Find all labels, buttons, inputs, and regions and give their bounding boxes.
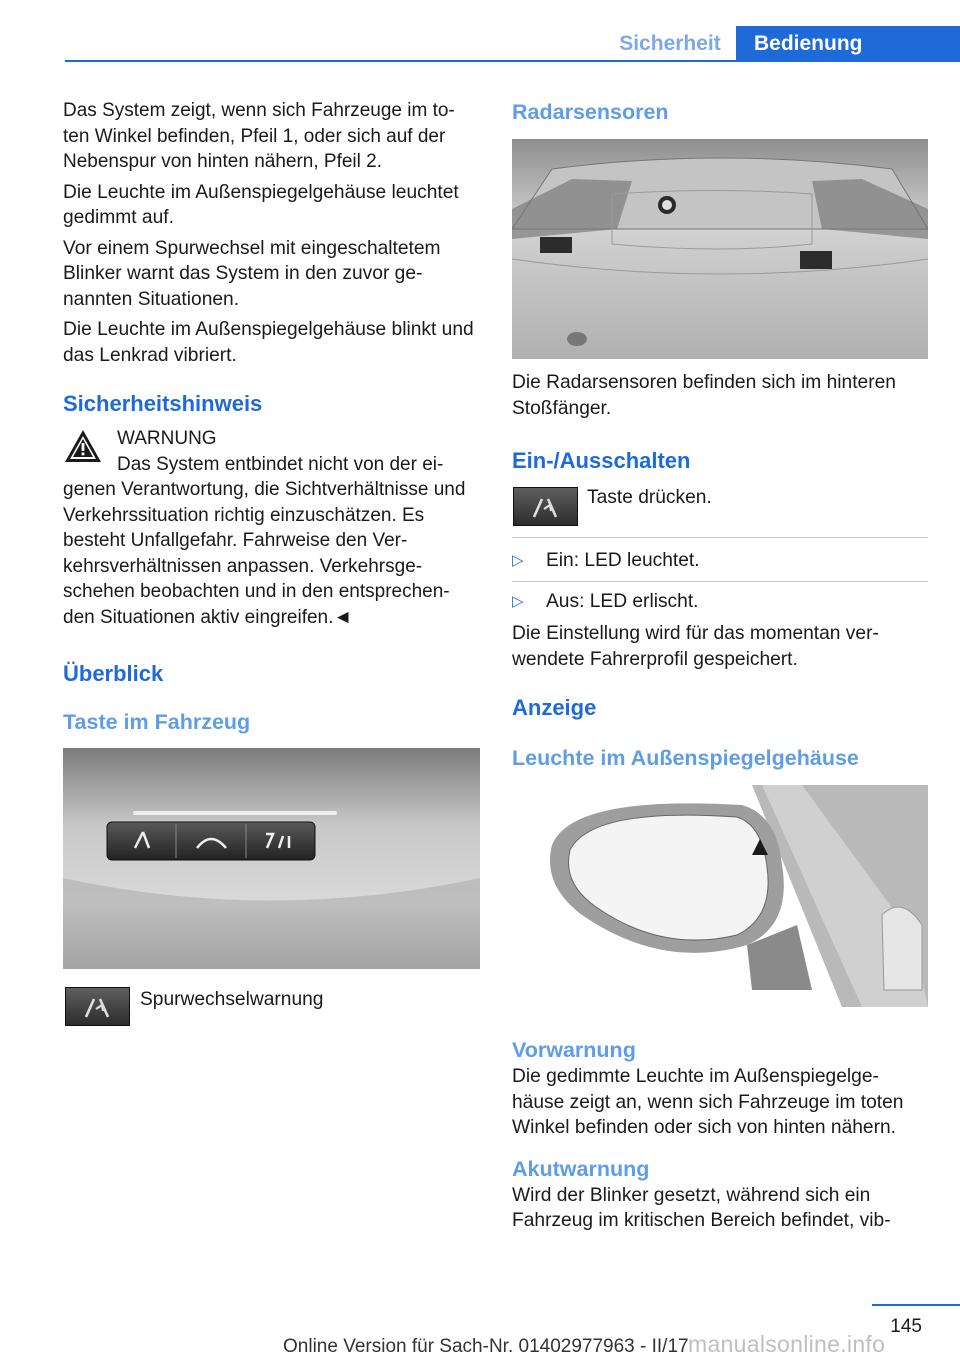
radar-text: Die Radarsensoren befinden sich im hinteren Stoßfänger. [512,372,896,419]
warning-text: genen Verantwortung, die Sichtverhältnisse und Verkehrssituation richtig einzuschätzen. Es besteht Unfallgefahr. Fahrweise den Ver-kehrsverhältnissen anpassen. Verkehrsge-schehen beobachten und in den entsprechen-den Situationen aktiv eingreifen.◄ [63,479,466,628]
warning-label: WARNUNG [117,428,217,449]
warning-triangle-icon [63,428,103,464]
divider [512,537,928,538]
footer-rule [872,1304,960,1306]
radar-heading: Radarsensoren [512,100,669,124]
header-rule [65,60,960,62]
warning-block [63,426,481,477]
mirror-photo [512,785,928,1007]
warning-first-line: Das System entbindet nicht von der ei- [117,453,444,475]
radar-sensor-photo [512,139,928,359]
overview-heading: Überblick [63,661,164,686]
list-item: ▷ Ein: LED leuchtet. [512,548,928,574]
acute-heading: Akutwarnung [512,1156,650,1181]
paragraph-lane-change: Vor einem Spurwechsel mit eingeschaltetem Blinker warnt das System in den zuvor ge-nannten Situationen. [63,237,441,310]
left-column [63,98,481,1031]
tab-bedienung[interactable]: Bedienung [736,26,960,62]
list-item: ▷ Aus: LED erlischt. [512,589,928,615]
acute-text: Wird der Blinker gesetzt, während sich ein Fahrzeug im kritischen Bereich befindet, vib- [512,1184,891,1231]
tab-sicherheit[interactable]: Sicherheit [619,32,721,55]
mirror-heading: Leuchte im Außenspiegelgehäuse [512,746,859,770]
lane-change-button-icon [65,987,130,1026]
button-caption: Spurwechselwarnung [140,989,324,1010]
press-button-row [512,483,928,527]
paragraph-light-blinks: Die Leuchte im Außenspiegelgehäuse blinkt und das Lenkrad vibriert. [63,319,474,366]
press-text: Taste drücken. [587,487,712,508]
right-column [512,98,928,1239]
profile-text: Die Einstellung wird für das momentan ver-wendete Fahrerprofil gespeichert. [512,623,879,670]
triangle-bullet-icon: ▷ [512,592,524,610]
paragraph-blind-spot: Das System zeigt, wenn sich Fahrzeuge im to-ten Winkel befinden, Pfeil 1, oder sich auf der Nebenspur von hinten nähern, Pfeil 2. [63,100,455,172]
divider [512,581,928,582]
watermark: manualsonline.info [688,1331,886,1357]
prewarn-text: Die gedimmte Leuchte im Außenspiegelge-häuse zeigt an, wenn sich Fahrzeuge im toten Winkel befinden oder sich von hinten nähern. [512,1066,904,1138]
triangle-bullet-icon: ▷ [512,552,524,569]
button-caption-row [63,987,481,1031]
lane-change-button-icon [513,487,578,526]
prewarn-heading: Vorwarnung [512,1038,636,1062]
button-panel-photo [63,748,480,969]
display-heading: Anzeige [512,695,597,720]
onoff-heading: Ein-/Ausschalten [512,448,691,473]
online-version-note: Online Version für Sach-Nr. 01402977963 - II/17 [283,1336,689,1357]
page-number: 145 [890,1316,922,1337]
paragraph-light-dimmed: Die Leuchte im Außenspiegelgehäuse leuchtet gedimmt auf. [63,181,459,228]
safety-heading: Sicherheitshinweis [63,391,263,416]
button-heading: Taste im Fahrzeug [63,710,251,734]
